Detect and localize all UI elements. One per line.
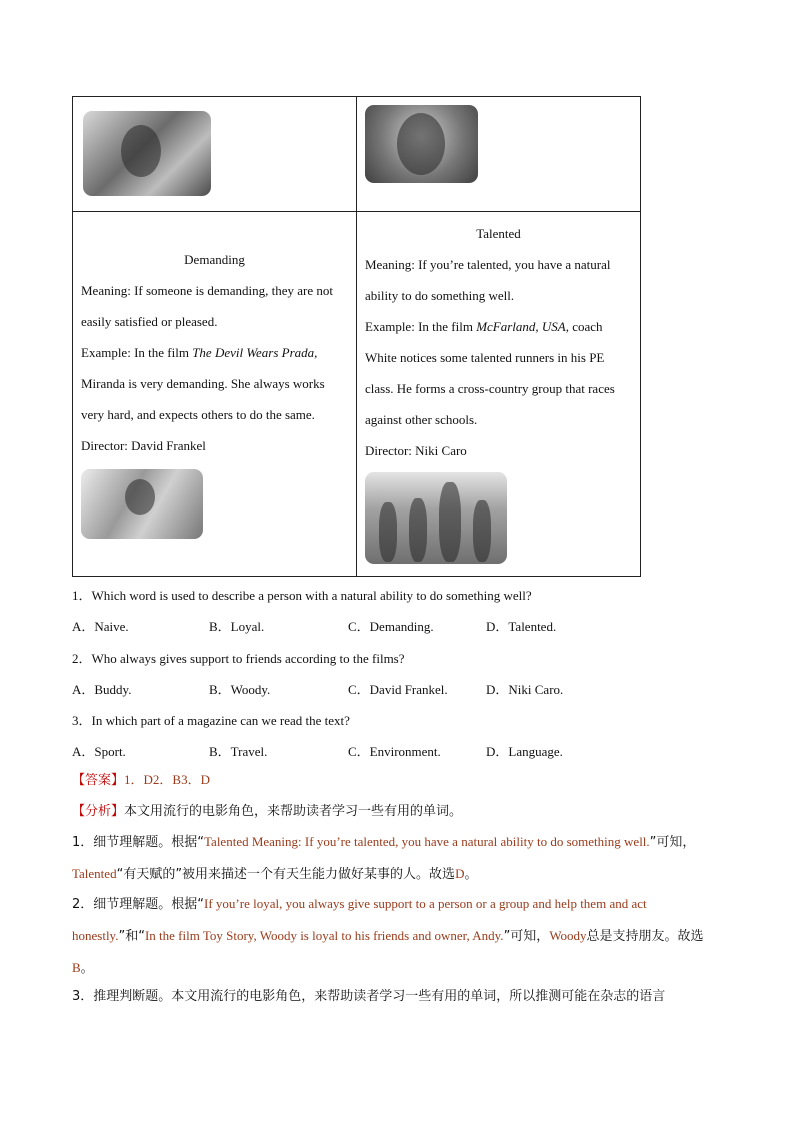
cell-photo-right xyxy=(357,97,641,212)
example-demanding: Example: In the film The Devil Wears Prada, Miranda is very demanding. She always works very hard, and expects others to do the same. xyxy=(81,345,325,422)
q3-option-d: D．Language. xyxy=(486,744,563,759)
analysis-point-1: 1．细节理解题。根据“Talented Meaning: If you’re talented, you have a natural ability to do something well.”可知，Talented“有天赋的”被用来描述一个有天生能力做好某事的人。故选D。 xyxy=(72,834,696,882)
analysis-label: 【分析】 xyxy=(72,804,125,819)
answer-line xyxy=(72,764,722,796)
film-photo-woody xyxy=(365,105,478,183)
analysis-text: 本文用流行的电影角色，来帮助读者学习一些有用的单词。 xyxy=(124,804,463,819)
example-talented: Example: In the film McFarland, USA, coach White notices some talented runners in his PE class. He forms a cross-country group that races against other schools. xyxy=(365,319,615,427)
q3-option-b: B．Travel. xyxy=(209,744,268,759)
analysis-point-2: 2．细节理解题。根据“If you’re loyal, you always give support to a person or a group and help them and act honestly.”和“In the film Toy Story, Woody is loyal to his friends and owner, Andy.”可知，Woody总是支持朋友。故选B。 xyxy=(72,896,704,976)
film-table xyxy=(72,96,641,577)
cell-demanding xyxy=(73,212,357,577)
film-title: The Devil Wears Prada xyxy=(192,345,315,360)
word-demanding: Demanding xyxy=(184,252,245,267)
film-photo-woman xyxy=(81,469,203,539)
word-talented: Talented xyxy=(476,226,521,241)
question-2: 2．Who always gives support to friends according to the films? xyxy=(72,651,405,666)
q2-option-c: C．David Frankel. xyxy=(348,682,448,697)
director-talented: Director: Niki Caro xyxy=(365,443,467,458)
answer-label: 【答案】 xyxy=(72,773,125,788)
meaning-talented: Meaning: If you’re talented, you have a natural ability to do something well. xyxy=(365,257,611,303)
cell-photo-left xyxy=(73,97,357,212)
film-photo-runners xyxy=(365,472,507,564)
q3-option-c: C．Environment. xyxy=(348,744,441,759)
answer-text: 1．D2．B3．D xyxy=(124,772,210,787)
q2-option-d: D．Niki Caro. xyxy=(486,682,564,697)
cell-talented xyxy=(357,212,641,577)
question-1: 1．Which word is used to describe a person with a natural ability to do something well? xyxy=(72,588,532,603)
question-3: 3．In which part of a magazine can we read the text? xyxy=(72,713,350,728)
analysis-point-3: 3．推理判断题。本文用流行的电影角色，来帮助读者学习一些有用的单词，所以推测可能在杂志的语言 xyxy=(72,989,666,1004)
q1-option-c: C．Demanding. xyxy=(348,619,434,634)
analysis-line xyxy=(72,795,722,827)
film-title: McFarland, USA xyxy=(476,319,566,334)
q1-option-a: A．Naive. xyxy=(72,619,129,634)
q1-option-b: B．Loyal. xyxy=(209,619,265,634)
film-photo-man xyxy=(83,111,211,196)
meaning-demanding: Meaning: If someone is demanding, they are not easily satisfied or pleased. xyxy=(81,283,333,329)
director-demanding: Director: David Frankel xyxy=(81,438,206,453)
q3-option-a: A．Sport. xyxy=(72,744,126,759)
q1-option-d: D．Talented. xyxy=(486,619,557,634)
q2-option-b: B．Woody. xyxy=(209,682,271,697)
q2-option-a: A．Buddy. xyxy=(72,682,132,697)
